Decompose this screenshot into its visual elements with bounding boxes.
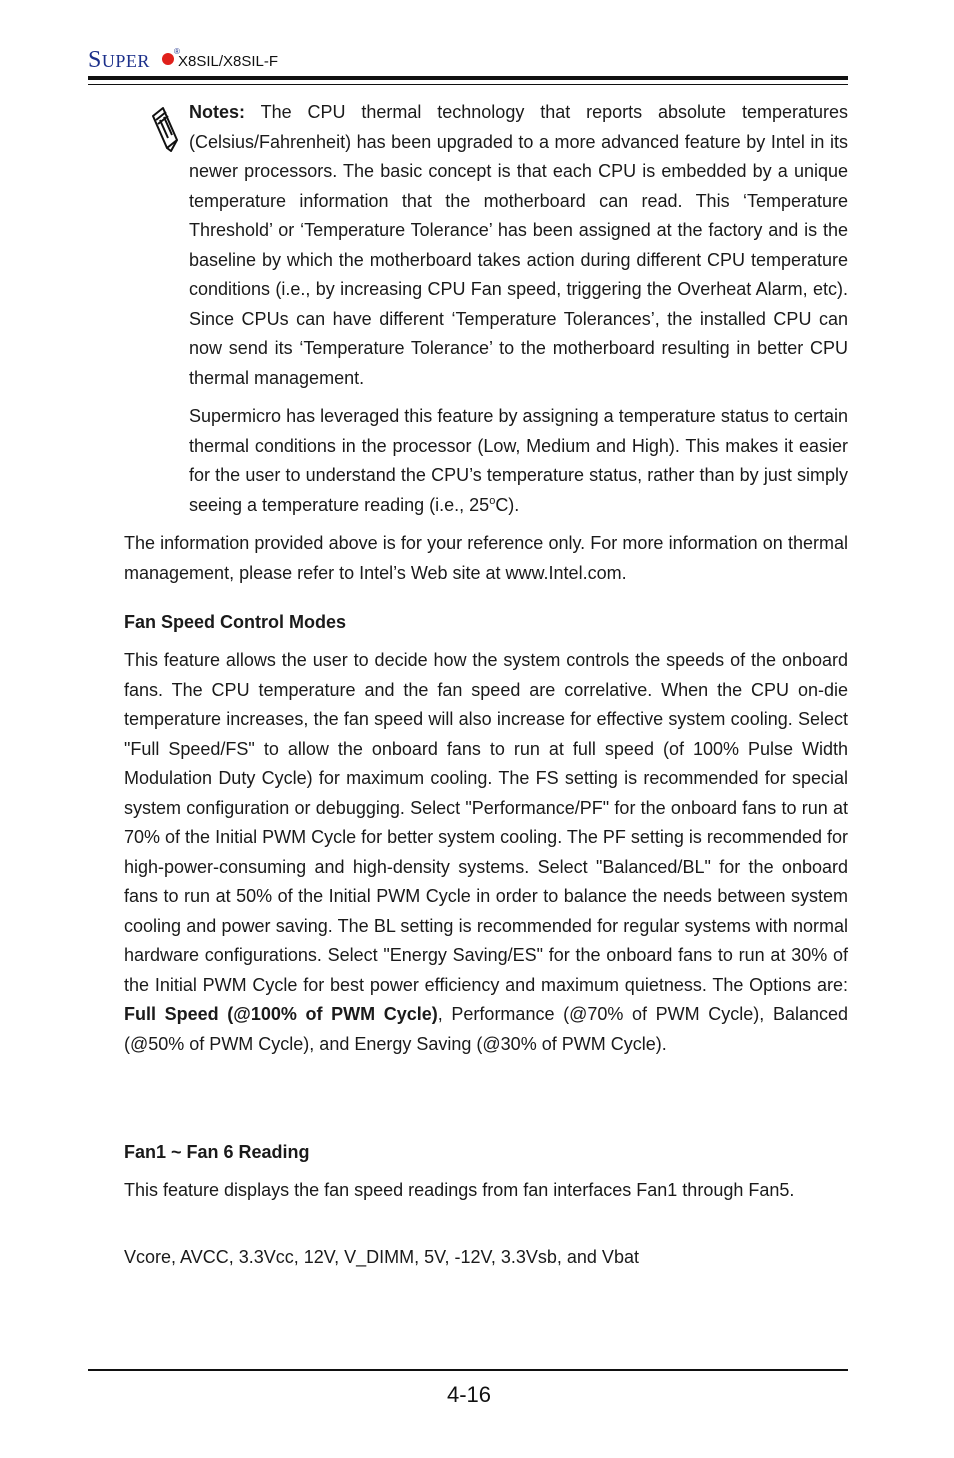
- fan-speed-heading: Fan Speed Control Modes: [124, 612, 347, 632]
- note-paragraph-2: Supermicro has leveraged this feature by assigning a temperature status to certain thermal conditions in the processor (Low, Medium and High). This makes it easier for the user to understand the CPU’s temperature status, rather than by just simply seeing a temperature reading (i.e., 25$^o$C).: [189, 406, 848, 515]
- header-rule-thin: [88, 84, 848, 85]
- logo-dot: [162, 53, 174, 65]
- registered-mark: ®: [174, 47, 180, 56]
- footer-rule: [88, 1369, 848, 1371]
- header-rule: [88, 76, 848, 80]
- fan-speed-paragraph: This feature allows the user to decide how the system controls the speeds of the onboard fans. The CPU temperature and the fan speed are correlative. When the CPU on-die temperature increases, the fan speed will also increase for effective system cooling. Select "Full Speed/FS" to allow the onboard fans to run at full speed (of 100% Pulse Width Modulation Duty Cycle) for maximum cooling. The FS setting is recommended for special system configuration or debugging. Select "Performance/PF" for the onboard fans to run at 70% of the Initial PWM Cycle for better system cooling. The PF setting is recommended for high-power-consuming and high-density systems. Select "Balanced/BL" for the onboard fans to run at 50% of the Initial PWM Cycle in order to balance the needs between system cooling and power saving. The BL setting is recommended for regular systems with normal hardware configurations. Select "Energy Saving/ES" for the onboard fans to run at 30% of the Initial PWM Cycle for best power efficiency and maximum quietness. The Options are: Full Speed (@100% of PWM Cycle), Performance (@70% of PWM Cycle), Balanced (@50% of PWM Cycle), and Energy Saving (@30% of PWM Cycle).: [124, 650, 848, 1054]
- reference-paragraph: The information provided above is for your reference only. For more information on thermal management, please refer to Intel’s Web site at www.Intel.com.: [124, 533, 848, 583]
- page-header: [88, 44, 848, 74]
- note-paragraph-1: Notes: The CPU thermal technology that reports absolute temperatures (Celsius/Fahrenheit) has been upgraded to a more advanced feature by Intel in its newer processors. The basic concept is that each CPU is embedded by a unique temperature information that the motherboard can read. This ‘Temperature Threshold’ or ‘Temperature Tolerance’ has been assigned at the factory and is the baseline by which the motherboard takes action during different CPU temperature conditions (i.e., by increasing CPU Fan speed, triggering the Overheat Alarm, etc). Since CPUs can have different ‘Temperature Tolerances’, the installed CPU can now send its ‘Temperature Tolerance’ to the motherboard resulting in better CPU thermal management.: [189, 102, 848, 388]
- fan-reading-paragraph: This feature displays the fan speed readings from fan interfaces Fan1 through Fan5.: [124, 1180, 795, 1200]
- page-number: 4-16: [446, 1382, 492, 1407]
- voltage-list: Vcore, AVCC, 3.3Vcc, 12V, V_DIMM, 5V, -12V, 3.3Vsb, and Vbat: [124, 1247, 639, 1267]
- model-name: X8SIL/X8SIL-F: [178, 53, 279, 70]
- supermicro-logo: SUPER: [88, 47, 150, 73]
- fan-reading-heading: Fan1 ~ Fan 6 Reading: [124, 1142, 310, 1162]
- pencil-icon: [149, 104, 181, 152]
